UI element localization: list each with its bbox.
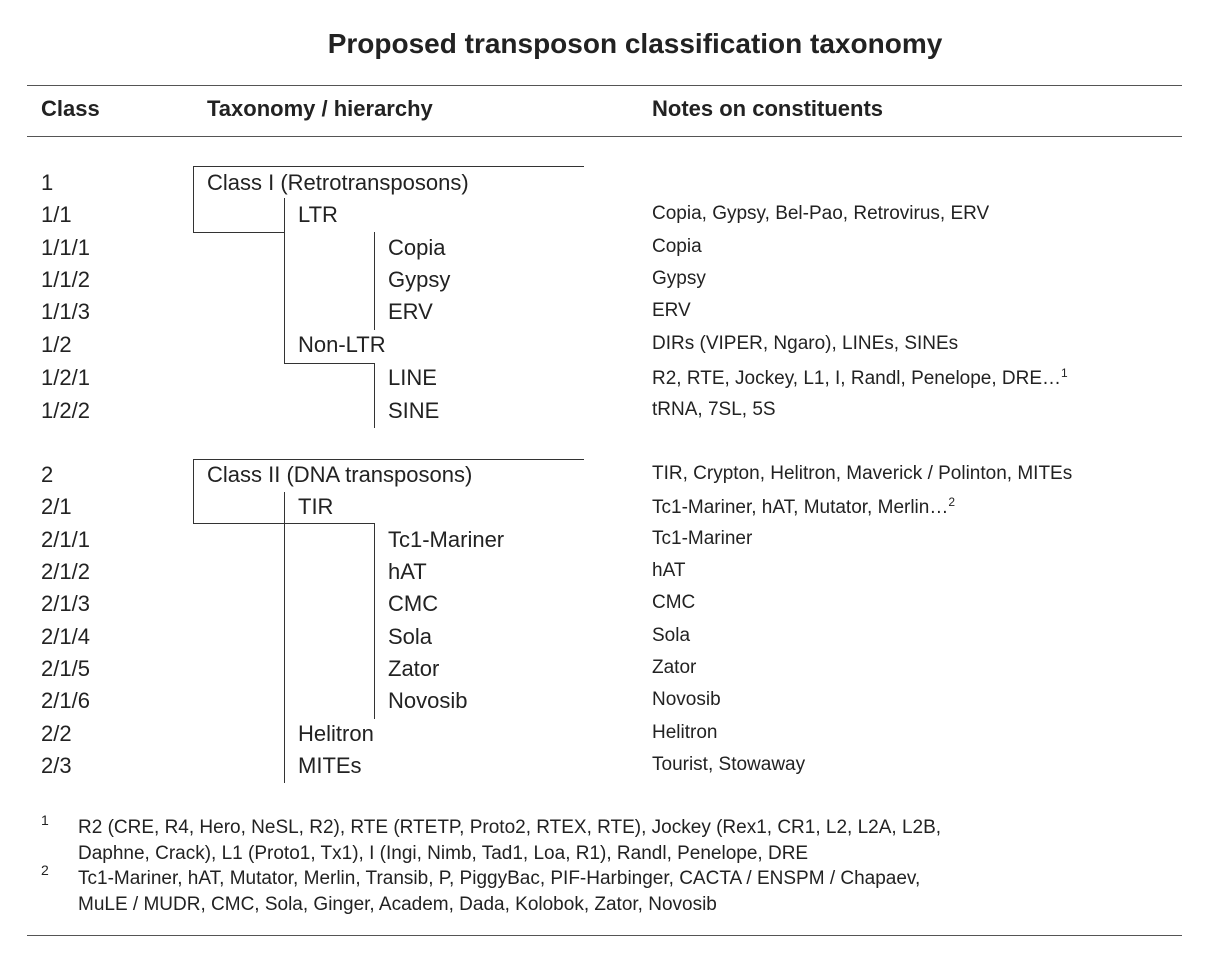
row-note-text: Novosib <box>652 689 721 710</box>
tree-line <box>193 166 584 167</box>
row-note-text: ERV <box>652 300 691 321</box>
row-note-text: Tc1-Mariner <box>652 528 753 549</box>
row-taxon-name: Copia <box>388 235 446 260</box>
tree-line <box>284 198 285 364</box>
row-class-id: 2 <box>41 462 54 487</box>
footnote-2-line-2: MuLE / MUDR, CMC, Sola, Ginger, Academ, Dada, Kolobok, Zator, Novosib <box>78 894 717 915</box>
row-note <box>652 203 989 225</box>
row-taxon-name: TIR <box>298 494 334 519</box>
row-note <box>652 366 1068 390</box>
row-note-text: Tourist, Stowaway <box>652 754 806 775</box>
row-taxon-name: Non-LTR <box>298 332 386 357</box>
tree-line <box>193 166 194 233</box>
row-taxon-name: LTR <box>298 202 338 227</box>
page-title: Proposed transposon classification taxonomy <box>327 28 943 59</box>
footnote-2-mark: 2 <box>41 862 49 878</box>
row-taxon-name: Class II (DNA transposons) <box>207 462 473 487</box>
row-class-id: 1/1/2 <box>41 267 90 292</box>
row-note <box>652 754 805 776</box>
row-class-id: 1/2/2 <box>41 398 90 423</box>
row-note <box>652 722 717 744</box>
tree-line <box>374 363 375 428</box>
row-note-text: Zator <box>652 657 697 678</box>
tree-line <box>193 459 194 524</box>
tree-line <box>193 232 285 233</box>
row-note <box>652 528 752 550</box>
row-class-id: 1/1/3 <box>41 299 90 324</box>
row-class-id: 2/1/6 <box>41 688 90 713</box>
row-note-text: DIRs (VIPER, Ngaro), LINEs, SINEs <box>652 333 959 354</box>
header-notes: Notes on constituents <box>652 96 884 121</box>
footnote-1-text <box>78 815 941 867</box>
row-class-id: 1/2/1 <box>41 365 90 390</box>
row-taxon-name: Tc1-Mariner <box>388 527 505 552</box>
footnote-ref: 2 <box>948 495 956 509</box>
row-note-text: Tc1-Mariner, hAT, Mutator, Merlin… <box>652 497 949 518</box>
row-note-text: Gypsy <box>652 268 706 289</box>
row-note-text: Sola <box>652 625 691 646</box>
row-note-text: Copia, Gypsy, Bel-Pao, Retrovirus, ERV <box>652 203 990 224</box>
row-note <box>652 689 721 711</box>
row-taxon-name: SINE <box>388 398 440 423</box>
row-class-id: 2/1/4 <box>41 624 90 649</box>
row-note <box>652 560 685 582</box>
row-note <box>652 625 690 647</box>
row-class-id: 2/1/5 <box>41 656 90 681</box>
row-note-text: hAT <box>652 560 686 581</box>
row-class-id: 1/1 <box>41 202 72 227</box>
bottom-rule <box>27 935 1182 936</box>
row-note <box>652 236 702 258</box>
row-class-id: 1/2 <box>41 332 72 357</box>
row-taxon-name: Helitron <box>298 721 374 746</box>
row-note <box>652 399 776 421</box>
top-rule <box>27 85 1182 86</box>
footnote-1-mark: 1 <box>41 812 49 828</box>
row-note-text: R2, RTE, Jockey, L1, I, Randl, Penelope, DRE… <box>652 368 1062 389</box>
row-taxon-name: Sola <box>388 624 433 649</box>
row-class-id: 2/3 <box>41 753 72 778</box>
row-class-id: 1 <box>41 170 54 195</box>
row-taxon-name: Gypsy <box>388 267 451 292</box>
row-taxon-name: MITEs <box>298 753 362 778</box>
row-taxon-name: CMC <box>388 591 439 616</box>
footnote-2-text <box>78 866 920 918</box>
row-class-id: 2/1/2 <box>41 559 90 584</box>
row-note-text: tRNA, 7SL, 5S <box>652 399 776 420</box>
row-taxon-name: hAT <box>388 559 427 584</box>
tree-line <box>284 363 375 364</box>
footnote-2-line-1: Tc1-Mariner, hAT, Mutator, Merlin, Transib, P, PiggyBac, PIF-Harbinger, CACTA / ENSPM / Chapaev, <box>78 868 921 889</box>
header-taxonomy: Taxonomy / hierarchy <box>207 96 433 121</box>
row-class-id: 2/2 <box>41 721 72 746</box>
row-note-text: Helitron <box>652 722 718 743</box>
tree-line <box>374 232 375 330</box>
row-note-text: CMC <box>652 592 696 613</box>
tree-line <box>193 523 285 524</box>
header-class: Class <box>41 96 100 121</box>
row-note <box>652 495 955 519</box>
row-class-id: 2/1 <box>41 494 72 519</box>
tree-line <box>374 523 375 719</box>
tree-line <box>284 523 375 524</box>
row-note <box>652 300 691 322</box>
footnote-1-line-2: Daphne, Crack), L1 (Proto1, Tx1), I (Ingi, Nimb, Tad1, Loa, R1), Randl, Penelope, DRE <box>78 843 809 864</box>
header-rule <box>27 136 1182 137</box>
row-note <box>652 592 695 614</box>
tree-line <box>284 492 285 783</box>
row-note-text: TIR, Crypton, Helitron, Maverick / Polinton, MITEs <box>652 463 1073 484</box>
row-taxon-name: Zator <box>388 656 440 681</box>
row-note <box>652 333 958 355</box>
row-class-id: 2/1/1 <box>41 527 90 552</box>
row-note <box>652 463 1072 485</box>
row-note <box>652 268 706 290</box>
row-class-id: 2/1/3 <box>41 591 90 616</box>
footnote-1-line-1: R2 (CRE, R4, Hero, NeSL, R2), RTE (RTETP, Proto2, RTEX, RTE), Jockey (Rex1, CR1, L2, L2A, L2B, <box>78 817 942 838</box>
row-taxon-name: Class I (Retrotransposons) <box>207 170 469 195</box>
row-taxon-name: LINE <box>388 365 437 390</box>
tree-line <box>193 459 584 460</box>
footnote-ref: 1 <box>1061 366 1068 380</box>
row-class-id: 1/1/1 <box>41 235 90 260</box>
row-taxon-name: ERV <box>388 299 433 324</box>
row-note-text: Copia <box>652 236 702 257</box>
row-taxon-name: Novosib <box>388 688 468 713</box>
row-note <box>652 657 696 679</box>
